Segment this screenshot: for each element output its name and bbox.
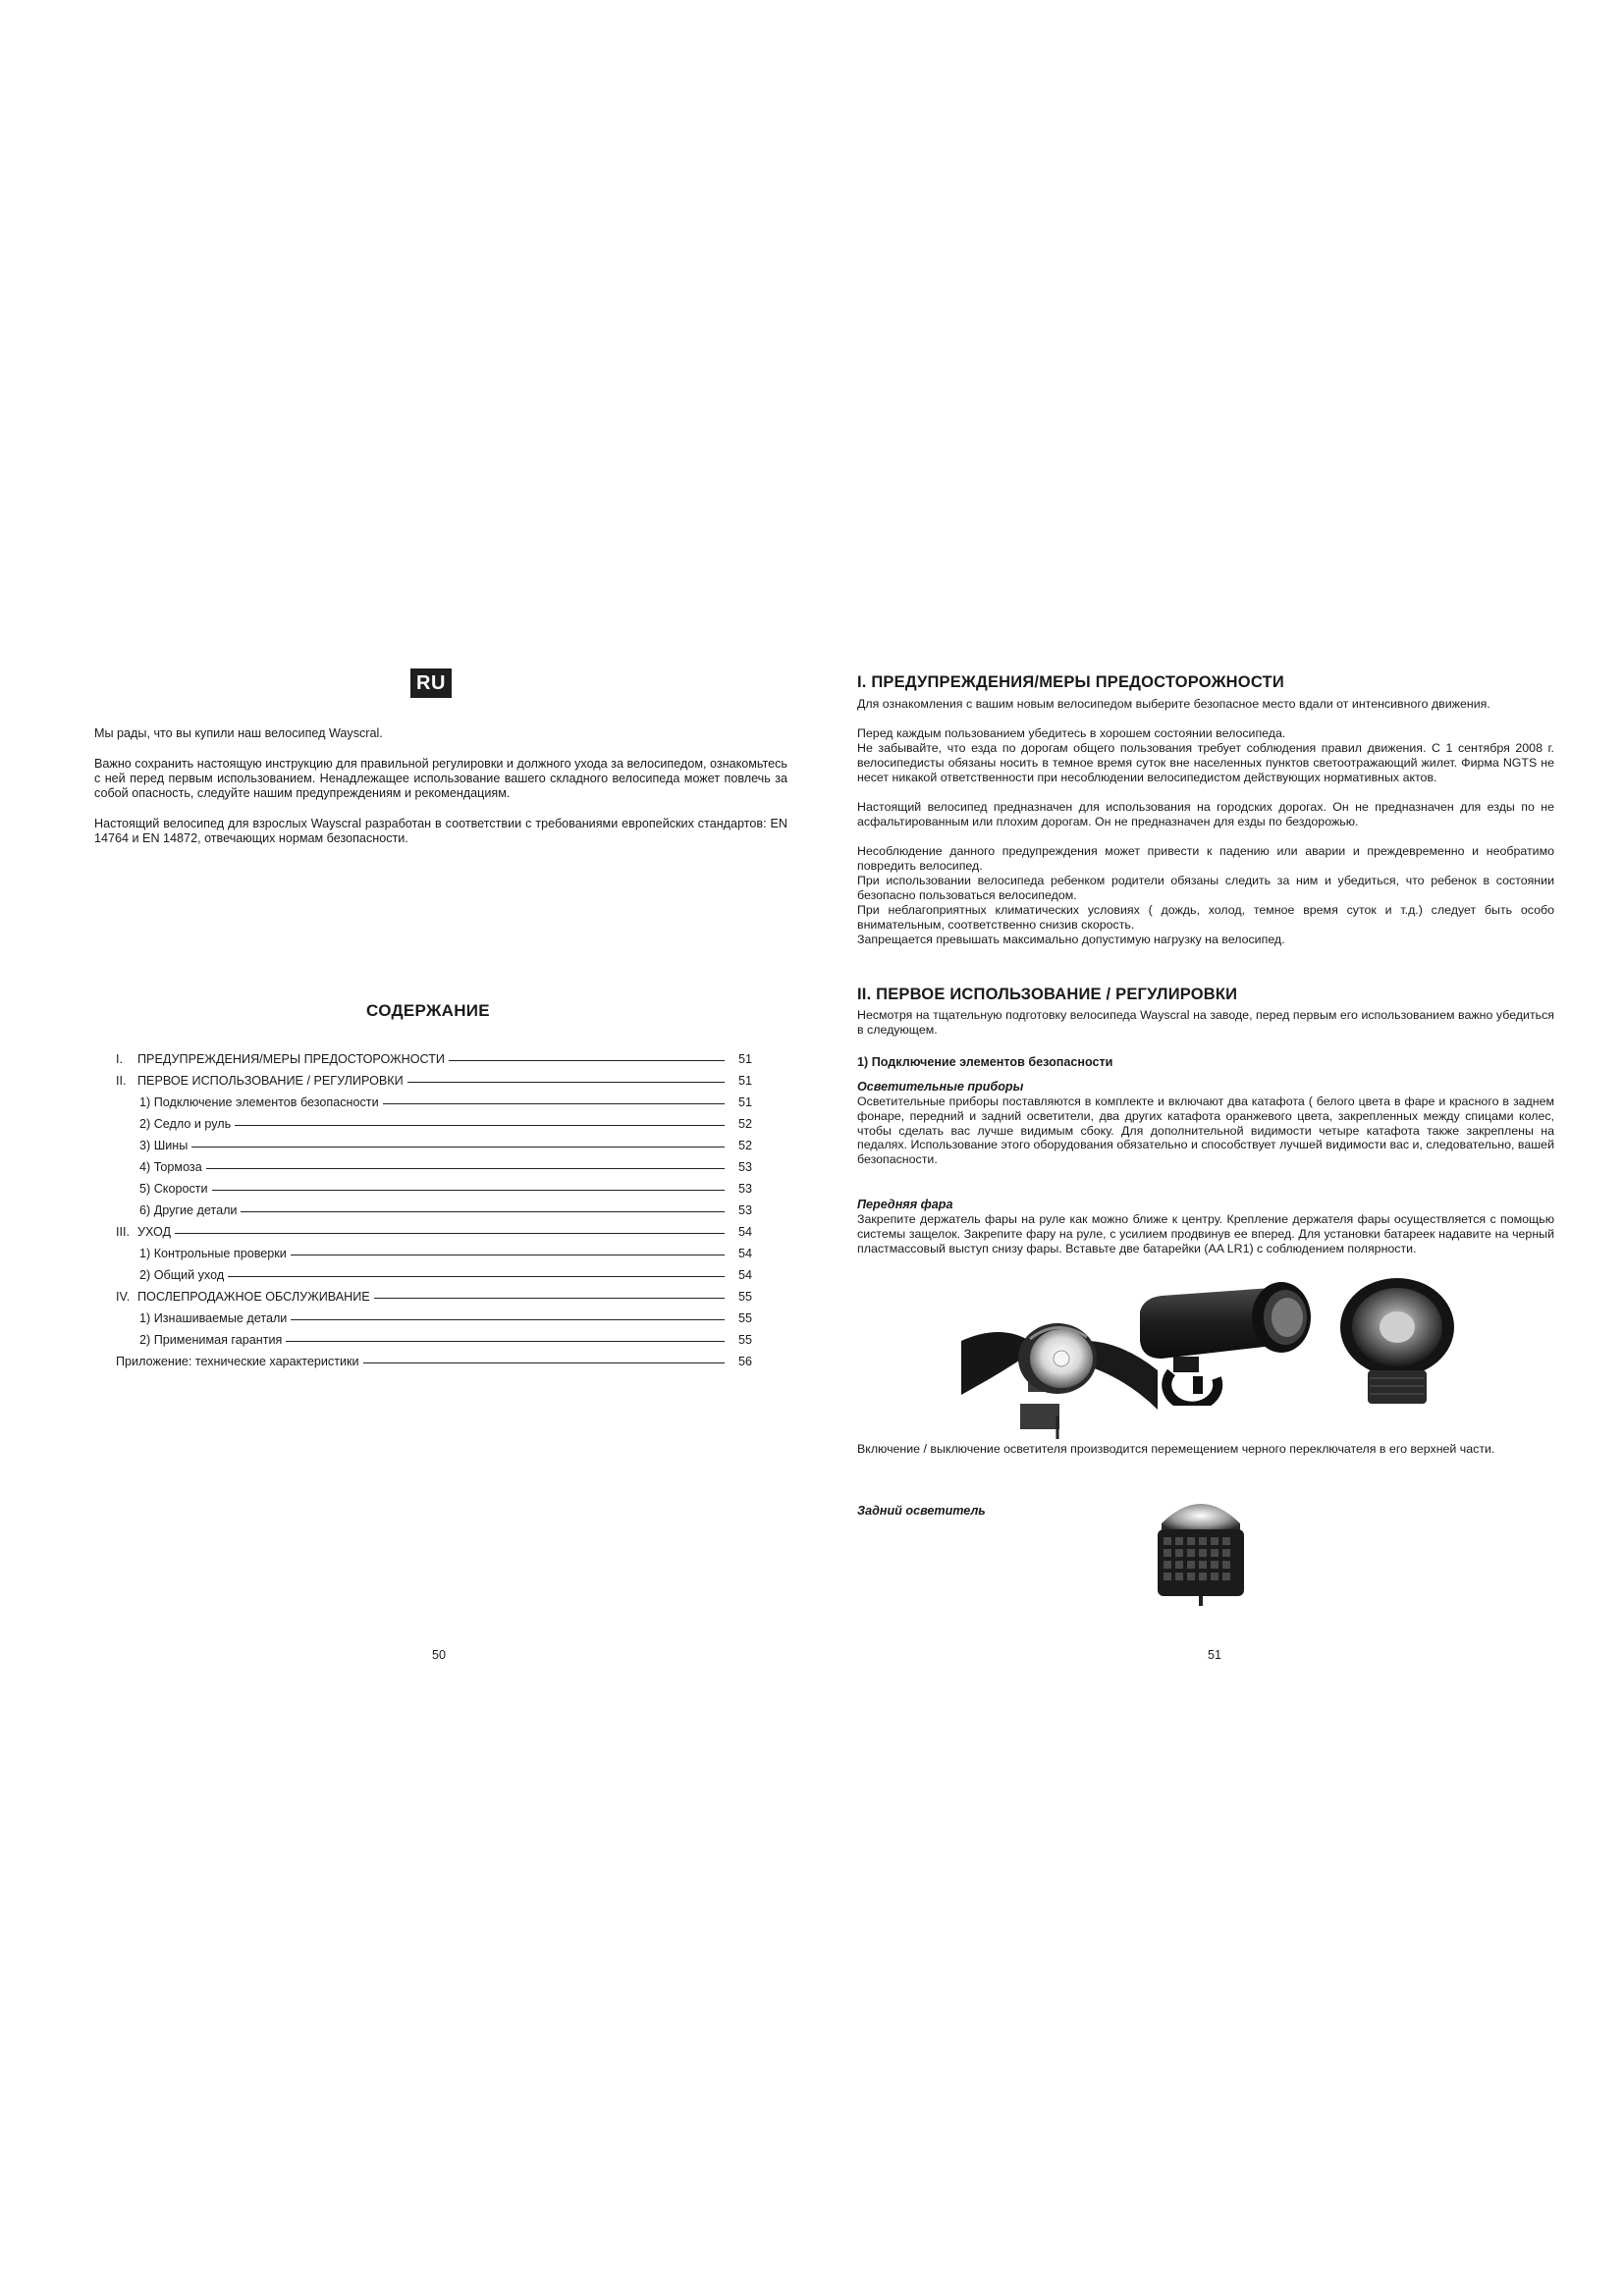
toc-entry	[116, 1135, 752, 1156]
toc-entry-page: 53	[737, 1203, 752, 1217]
toc-entry-label: Приложение: технические характеристики	[116, 1355, 359, 1368]
table-of-contents	[116, 1048, 752, 1372]
rear-light-photo	[1144, 1484, 1258, 1606]
front-light-paragraph: Закрепите держатель фары на руле как можно ближе к центру. Крепление держателя фары осуществляется с помощью системы защелок. Закрепите фару на руле, с усилием продвинув ее вперед. Для установки батареек надавите на черный пластмассовый выступ снизу фары. Вставьте две батарейки (AA LR1) с соблюдением полярности.	[857, 1212, 1554, 1255]
toc-leader-line	[286, 1341, 725, 1342]
toc-leader-line	[175, 1233, 725, 1234]
front-lamp-on-handlebar-photo	[961, 1302, 1158, 1439]
toc-leader-line	[363, 1362, 725, 1363]
toc-title: СОДЕРЖАНИЕ	[366, 1001, 490, 1020]
toc-entry	[116, 1156, 752, 1178]
toc-entry	[116, 1243, 752, 1264]
intro-paragraph-3: Настоящий велосипед для взрослых Wayscral разработан в соответствии с требованиями европейских стандартов: EN 14764 и EN 14872, отвечающих нормам безопасности.	[94, 817, 787, 845]
toc-leader-line	[449, 1060, 725, 1061]
section-1-paragraph-3: Не забывайте, что езда по дорогам общего пользования требует соблюдения правил движения. С 1 сентября 2008 г. велосипедисты обязаны носить в темное время суток вне населенных пунктов светоотражающий жилет. Фирма NGTS не несет никакой ответственности при несоблюдении велосипедистом действующих нормативных актов.	[857, 741, 1554, 784]
toc-entry-page: 51	[737, 1052, 752, 1066]
toc-entry	[116, 1221, 752, 1243]
section-1-paragraph-7: При неблагоприятных климатических условиях ( дождь, холод, темное время суток и т.д.) следует быть особо внимательным, соответственно снизив скорость.	[857, 903, 1554, 932]
toc-entry-page: 53	[737, 1160, 752, 1174]
toc-leader-line	[291, 1319, 725, 1320]
toc-entry-page: 51	[737, 1095, 752, 1109]
switch-paragraph: Включение / выключение осветителя производится перемещением черного переключателя в его верхней части.	[857, 1442, 1495, 1456]
subsection-1-title: 1) Подключение элементов безопасности	[857, 1055, 1113, 1069]
intro-paragraph-1: Мы рады, что вы купили наш велосипед Wayscral.	[94, 726, 383, 740]
page-number-left: 50	[432, 1648, 447, 1662]
toc-entry-label: 1) Изнашиваемые детали	[139, 1311, 288, 1325]
toc-entry-page: 55	[737, 1290, 752, 1304]
section-1-title: I. ПРЕДУПРЕЖДЕНИЯ/МЕРЫ ПРЕДОСТОРОЖНОСТИ	[857, 673, 1284, 691]
toc-leader-line	[407, 1082, 725, 1083]
intro-paragraph-2: Важно сохранить настоящую инструкцию для правильной регулировки и должного ухода за велосипедом, ознакомьтесь с ней перед первым использованием. Ненадлежащее использование вашего складного велосипеда может повлечь за собой опасность, следуйте нашим предупреждениям и рекомендациям.	[94, 757, 787, 800]
toc-entry-label: 1) Подключение элементов безопасности	[139, 1095, 379, 1109]
toc-entry-label: 3) Шины	[139, 1139, 189, 1152]
right-page	[812, 0, 1624, 2296]
toc-entry-label: ПЕРВОЕ ИСПОЛЬЗОВАНИЕ / РЕГУЛИРОВКИ	[137, 1074, 404, 1088]
toc-entry-label: 2) Седло и руль	[139, 1117, 232, 1131]
toc-entry	[116, 1048, 752, 1070]
section-1-paragraph-2: Перед каждым пользованием убедитесь в хорошем состоянии велосипеда.	[857, 726, 1286, 740]
toc-entry-page: 54	[737, 1225, 752, 1239]
toc-entry-number: III.	[116, 1225, 130, 1239]
toc-leader-line	[383, 1103, 725, 1104]
front-lamp-front-view-photo	[1334, 1276, 1462, 1408]
toc-entry-number: II.	[116, 1074, 127, 1088]
lighting-heading: Осветительные приборы	[857, 1080, 1024, 1094]
toc-leader-line	[206, 1168, 725, 1169]
front-light-heading: Передняя фара	[857, 1198, 953, 1211]
section-1-paragraph-1: Для ознакомления с вашим новым велосипедом выберите безопасное место вдали от интенсивного движения.	[857, 697, 1490, 711]
section-1-paragraph-4: Настоящий велосипед предназначен для использования на городских дорогах. Он не предназначен для езды по не асфальтированным или плохим дорогам. Он не предназначен для езды по бездорожью.	[857, 800, 1554, 828]
toc-leader-line	[374, 1298, 725, 1299]
lighting-paragraph: Осветительные приборы поставляются в комплекте и включают два катафота ( белого цвета в фаре и красного в заднем фонаре, передний и задний осветители, два других катафота оранжевого цвета, закрепленных между спицами колес, чтобы сделать вас лучше видимым сбоку. Для дополнительной видимости четыре катафота также закреплены на педалях. Использование этого оборудования обязательно и способствует лучшей видимости вас и, следовательно, вашей безопасности.	[857, 1095, 1554, 1167]
toc-leader-line	[241, 1211, 725, 1212]
toc-entry	[116, 1286, 752, 1308]
section-2-title: II. ПЕРВОЕ ИСПОЛЬЗОВАНИЕ / РЕГУЛИРОВКИ	[857, 986, 1238, 1003]
toc-entry-number: I.	[116, 1052, 123, 1066]
toc-entry-label: 6) Другие детали	[139, 1203, 238, 1217]
toc-entry-page: 52	[737, 1117, 752, 1131]
toc-entry	[116, 1092, 752, 1113]
toc-entry-page: 51	[737, 1074, 752, 1088]
page-number-right: 51	[1208, 1648, 1222, 1662]
rear-light-heading: Задний осветитель	[857, 1504, 986, 1518]
toc-entry	[116, 1200, 752, 1221]
toc-entry-page: 55	[737, 1311, 752, 1325]
toc-entry	[116, 1264, 752, 1286]
toc-entry	[116, 1113, 752, 1135]
toc-entry-label: ПРЕДУПРЕЖДЕНИЯ/МЕРЫ ПРЕДОСТОРОЖНОСТИ	[137, 1052, 445, 1066]
toc-entry-number: IV.	[116, 1290, 131, 1304]
toc-entry	[116, 1178, 752, 1200]
toc-entry-page: 55	[737, 1333, 752, 1347]
toc-entry-label: 2) Общий уход	[139, 1268, 225, 1282]
toc-entry-page: 54	[737, 1247, 752, 1260]
section-1-paragraph-5: Несоблюдение данного предупреждения может привести к падению или аварии и преждевременно и необратимо повредить велосипед.	[857, 844, 1554, 873]
toc-entry	[116, 1308, 752, 1329]
toc-entry-page: 52	[737, 1139, 752, 1152]
section-1-paragraph-8: Запрещается превышать максимально допустимую нагрузку на велосипед.	[857, 933, 1285, 946]
section-2-intro: Несмотря на тщательную подготовку велосипеда Wayscral на заводе, перед первым его использованием важно убедиться в следующем.	[857, 1008, 1554, 1037]
toc-entry-page: 53	[737, 1182, 752, 1196]
toc-entry	[116, 1351, 752, 1372]
language-badge: RU	[410, 668, 452, 698]
toc-entry	[116, 1329, 752, 1351]
toc-entry-page: 56	[737, 1355, 752, 1368]
toc-leader-line	[235, 1125, 725, 1126]
toc-entry-label: УХОД	[137, 1225, 172, 1239]
toc-leader-line	[191, 1147, 725, 1148]
toc-entry-label: 5) Скорости	[139, 1182, 208, 1196]
front-lamp-with-bracket-photo	[1134, 1276, 1315, 1406]
toc-entry	[116, 1070, 752, 1092]
toc-entry-label: 1) Контрольные проверки	[139, 1247, 287, 1260]
toc-entry-page: 54	[737, 1268, 752, 1282]
toc-leader-line	[212, 1190, 725, 1191]
toc-leader-line	[228, 1276, 725, 1277]
toc-entry-label: 4) Тормоза	[139, 1160, 202, 1174]
toc-entry-label: 2) Применимая гарантия	[139, 1333, 283, 1347]
toc-entry-label: ПОСЛЕПРОДАЖНОЕ ОБСЛУЖИВАНИЕ	[137, 1290, 370, 1304]
section-1-paragraph-6: При использовании велосипеда ребенком родители обязаны следить за ним и убедиться, что ребенок в состоянии безопасно пользоваться велосипедом.	[857, 874, 1554, 902]
